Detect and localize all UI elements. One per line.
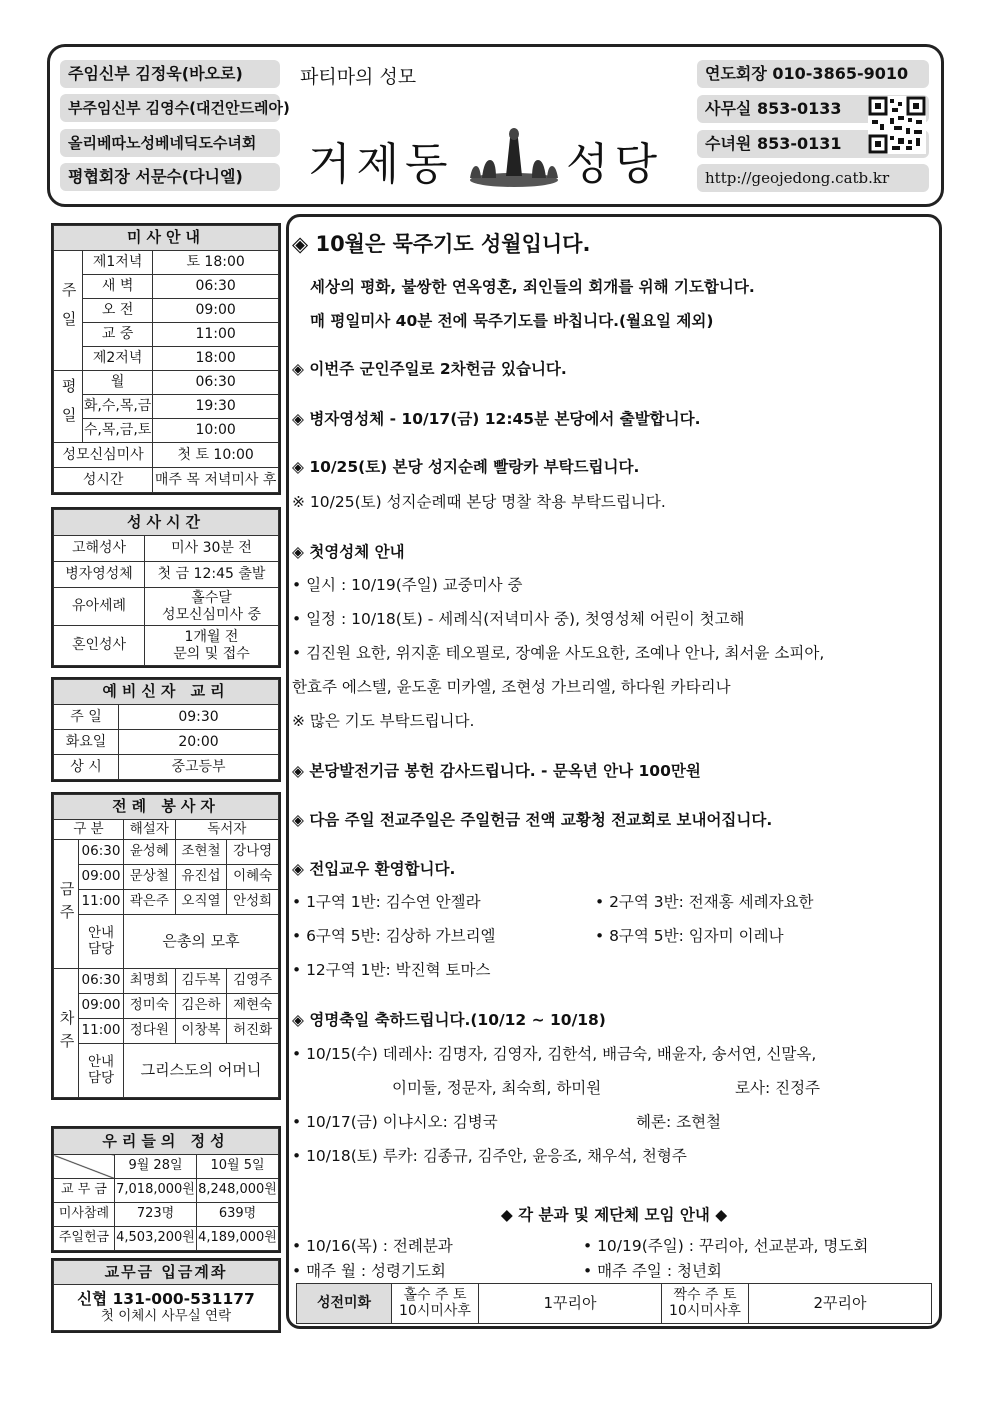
altar-schedule: 짝수 주 토 10시미사후 — [662, 1284, 749, 1324]
mass-time: 06:30 — [153, 275, 279, 299]
account-note: 첫 이체시 사무실 연락 — [100, 1307, 232, 1324]
assistant-pastor-label: 부주임신부 김영수(대건안드레아) — [60, 94, 280, 122]
offering-label: 주일헌금 — [54, 1227, 115, 1251]
class-time: 09:30 — [119, 705, 279, 730]
feast-item: 로사: 진정주 — [735, 1079, 821, 1097]
mass-name: 제2저녁 — [83, 347, 153, 371]
mass-name: 성모신심미사 — [54, 443, 153, 468]
mass-time: 11:00 — [153, 323, 279, 347]
website-link[interactable]: http://geojedong.catb.kr — [697, 164, 929, 192]
qr-code-icon[interactable] — [868, 96, 926, 154]
sacrament-name: 병자영성체 — [54, 562, 145, 588]
sacrament-name: 혼인성사 — [54, 626, 145, 666]
notice-line: ◈ 10/25(토) 본당 성지순례 빨랑카 부탁드립니다. — [292, 458, 640, 476]
offering-value: 8,248,000원 — [197, 1179, 279, 1203]
mass-time: 토 18:00 — [153, 251, 279, 275]
sacrament-time: 1개월 전 문의 및 접수 — [145, 626, 279, 666]
sacrament-name: 고해성사 — [54, 536, 145, 562]
sacrament-title: 성사시간 — [54, 510, 279, 536]
offering-value: 639명 — [197, 1203, 279, 1227]
offering-label: 미사참례 — [54, 1203, 115, 1227]
commentator: 곽은주 — [124, 890, 176, 915]
feast-item: 헤론: 조현철 — [636, 1113, 722, 1131]
notice-line: ◈ 첫영성체 안내 — [292, 543, 405, 561]
mass-time: 06:30 — [153, 371, 279, 395]
this-week-label: 금주 — [54, 840, 79, 969]
notice-line: ◈ 병자영성체 - 10/17(금) 12:45분 본당에서 출발합니다. — [292, 410, 701, 428]
class-day: 화요일 — [54, 730, 119, 755]
account-title: 교무금 입금계좌 — [54, 1261, 279, 1285]
liturgy-servers-table — [53, 794, 279, 1098]
mass-name: 화,수,목,금 — [83, 395, 153, 419]
church-title-right: 성당 — [566, 139, 664, 190]
convent-phone: 수녀원 853-0131 — [697, 130, 929, 158]
sisters-label: 올리베따노성베네딕도수녀회 — [60, 129, 280, 157]
meeting-item: • 10/19(주일) : 꾸리아, 선교분과, 명도회 — [583, 1237, 869, 1255]
guide-group: 은총의 모후 — [124, 915, 279, 969]
feast-item: • 10/15(수) 데레사: 김명자, 김영자, 김한석, 배금숙, 배윤자, 송서연, 신말옥, — [292, 1045, 817, 1063]
catechumen-table — [53, 679, 279, 780]
reader: 강나영 — [227, 840, 279, 865]
notice-line: ◈ 전입교우 환영합니다. — [292, 860, 456, 878]
notice-line: ※ 많은 기도 부탁드립니다. — [292, 712, 475, 730]
reader: 이창복 — [175, 1019, 227, 1044]
church-title-left: 거제동 — [308, 139, 454, 190]
offering-date: 10월 5일 — [197, 1155, 279, 1179]
offering-value: 723명 — [115, 1203, 197, 1227]
commentator: 최명희 — [124, 969, 176, 994]
notice-line: • 일정 : 10/18(토) - 세례식(저녁미사 중), 첫영성체 어린이 첫고해 — [292, 610, 745, 628]
notice-line: 한효주 에스텔, 윤도훈 미카엘, 조현성 가브리엘, 하다원 카타리나 — [292, 678, 731, 696]
sacrament-table — [53, 509, 279, 666]
header-subtitle: 파티마의 성모 — [300, 66, 417, 88]
mass-name: 오 전 — [83, 299, 153, 323]
newcomer-item: • 2구역 3반: 전재홍 세례자요한 — [595, 893, 814, 911]
server-time: 09:00 — [79, 994, 124, 1019]
feast-item: 이미둘, 정문자, 최숙희, 하미원 — [392, 1079, 602, 1097]
altar-decoration-table — [296, 1283, 932, 1324]
mass-time: 18:00 — [153, 347, 279, 371]
notice-line: ※ 10/25(토) 성지순례때 본당 명찰 착용 부탁드립니다. — [292, 493, 666, 511]
offering-value: 4,503,200원 — [115, 1227, 197, 1251]
server-time: 06:30 — [79, 969, 124, 994]
notice-line: ◈ 본당발전기금 봉헌 감사드립니다. - 문옥년 안나 100만원 — [292, 762, 701, 780]
newcomer-item: • 12구역 1반: 박진혁 토마스 — [292, 961, 491, 979]
reader: 김은하 — [175, 994, 227, 1019]
mass-name: 새 벽 — [83, 275, 153, 299]
offering-label: 교 무 금 — [54, 1179, 115, 1203]
newcomer-item: • 1구역 1반: 김수연 안젤라 — [292, 893, 481, 911]
sacrament-time: 홀수달 성모신심미사 중 — [145, 588, 279, 626]
class-day: 주 일 — [54, 705, 119, 730]
guide-label: 안내 담당 — [79, 915, 124, 969]
weekday-label: 평일 — [54, 371, 83, 443]
feast-item: • 10/17(금) 이냐시오: 김병국 — [292, 1113, 498, 1131]
col-header: 구 분 — [54, 820, 124, 840]
offering-title: 우리들의 정성 — [54, 1129, 279, 1155]
notice-line: ◈ 영명축일 축하드립니다.(10/12 ~ 10/18) — [292, 1011, 606, 1029]
altar-schedule: 홀수 주 토 10시미사후 — [392, 1284, 479, 1324]
class-time: 20:00 — [119, 730, 279, 755]
reader: 허진화 — [227, 1019, 279, 1044]
mass-time: 첫 토 10:00 — [153, 443, 279, 468]
sunday-label: 주일 — [54, 251, 83, 371]
mass-title: 미사안내 — [54, 226, 279, 251]
mass-time: 10:00 — [153, 419, 279, 443]
reader: 조현철 — [175, 840, 227, 865]
offering-value: 4,189,000원 — [197, 1227, 279, 1251]
class-day: 상 시 — [54, 755, 119, 780]
meetings-title: ◆ 각 분과 및 제단체 모임 안내 ◆ — [500, 1206, 728, 1224]
guide-group: 그리스도의 어머니 — [124, 1044, 279, 1098]
newcomer-item: • 6구역 5반: 김상하 가브리엘 — [292, 927, 496, 945]
main-headline: ◈ 10월은 묵주기도 성월입니다. — [292, 232, 591, 256]
sacrament-time: 미사 30분 전 — [145, 536, 279, 562]
meeting-item: • 매주 월 : 성령기도회 — [292, 1262, 446, 1280]
funeral-contact: 연도회장 010-3865-9010 — [697, 60, 929, 88]
notice-line: 매 평일미사 40분 전에 묵주기도를 바칩니다.(월요일 제외) — [310, 312, 714, 330]
sacrament-name: 유아세례 — [54, 588, 145, 626]
account-number: 신협 131-000-531177 — [77, 1289, 255, 1308]
commentator: 정다원 — [124, 1019, 176, 1044]
mass-name: 교 중 — [83, 323, 153, 347]
col-header: 해설자 — [124, 820, 176, 840]
notice-line: ◈ 다음 주일 전교주일은 주일헌금 전액 교황청 전교회로 보내어집니다. — [292, 811, 773, 829]
mass-name: 수,목,금,토 — [83, 419, 153, 443]
mass-time: 19:30 — [153, 395, 279, 419]
altar-label: 성전미화 — [297, 1284, 392, 1324]
next-week-label: 차주 — [54, 969, 79, 1098]
catechumen-title: 예비신자 교리 — [54, 680, 279, 705]
sacrament-time: 첫 금 12:45 출발 — [145, 562, 279, 588]
notice-line: • 일시 : 10/19(주일) 교중미사 중 — [292, 576, 523, 594]
newcomer-item: • 8구역 5반: 임자미 이레나 — [595, 927, 784, 945]
fatima-statue-logo — [466, 120, 562, 188]
council-president-label: 평협회장 서문수(다니엘) — [60, 163, 280, 191]
server-time: 09:00 — [79, 865, 124, 890]
offering-table — [53, 1128, 279, 1251]
server-time: 11:00 — [79, 890, 124, 915]
altar-group: 2꾸리아 — [749, 1284, 932, 1324]
diagonal-cell — [54, 1155, 115, 1179]
notice-line: • 김진원 요한, 위지훈 테오필로, 장예윤 사도요한, 조예나 안나, 최서윤 소피아, — [292, 644, 825, 662]
commentator: 윤성혜 — [124, 840, 176, 865]
meeting-item: • 매주 주일 : 청년회 — [583, 1262, 722, 1280]
liturgy-title: 전례 봉사자 — [54, 795, 279, 820]
meeting-item: • 10/16(목) : 전례분과 — [292, 1237, 453, 1255]
reader: 안성희 — [227, 890, 279, 915]
feast-item: • 10/18(토) 루카: 김종규, 김주안, 윤응조, 채우석, 천형주 — [292, 1147, 687, 1165]
col-header: 독서자 — [175, 820, 278, 840]
offering-date: 9월 28일 — [115, 1155, 197, 1179]
reader: 유진섭 — [175, 865, 227, 890]
mass-schedule-table — [53, 225, 279, 493]
notice-line: 세상의 평화, 불쌍한 연옥영혼, 죄인들의 회개를 위해 기도합니다. — [310, 278, 755, 296]
mass-time: 매주 목 저녁미사 후 — [153, 468, 279, 493]
notice-line: ◈ 이번주 군인주일로 2차헌금 있습니다. — [292, 360, 567, 378]
office-phone: 사무실 853-0133 — [697, 95, 929, 123]
mass-time: 09:00 — [153, 299, 279, 323]
server-time: 11:00 — [79, 1019, 124, 1044]
reader: 김두복 — [175, 969, 227, 994]
reader: 김영주 — [227, 969, 279, 994]
reader: 제현숙 — [227, 994, 279, 1019]
offering-value: 7,018,000원 — [115, 1179, 197, 1203]
mass-name: 월 — [83, 371, 153, 395]
commentator: 정미숙 — [124, 994, 176, 1019]
mass-name: 성시간 — [54, 468, 153, 493]
account-table — [53, 1260, 279, 1331]
server-time: 06:30 — [79, 840, 124, 865]
class-time: 중고등부 — [119, 755, 279, 780]
mass-name: 제1저녁 — [83, 251, 153, 275]
pastor-label: 주임신부 김정욱(바오로) — [60, 60, 280, 88]
commentator: 문상철 — [124, 865, 176, 890]
reader: 오직열 — [175, 890, 227, 915]
guide-label: 안내 담당 — [79, 1044, 124, 1098]
reader: 이혜숙 — [227, 865, 279, 890]
altar-group: 1꾸리아 — [479, 1284, 662, 1324]
